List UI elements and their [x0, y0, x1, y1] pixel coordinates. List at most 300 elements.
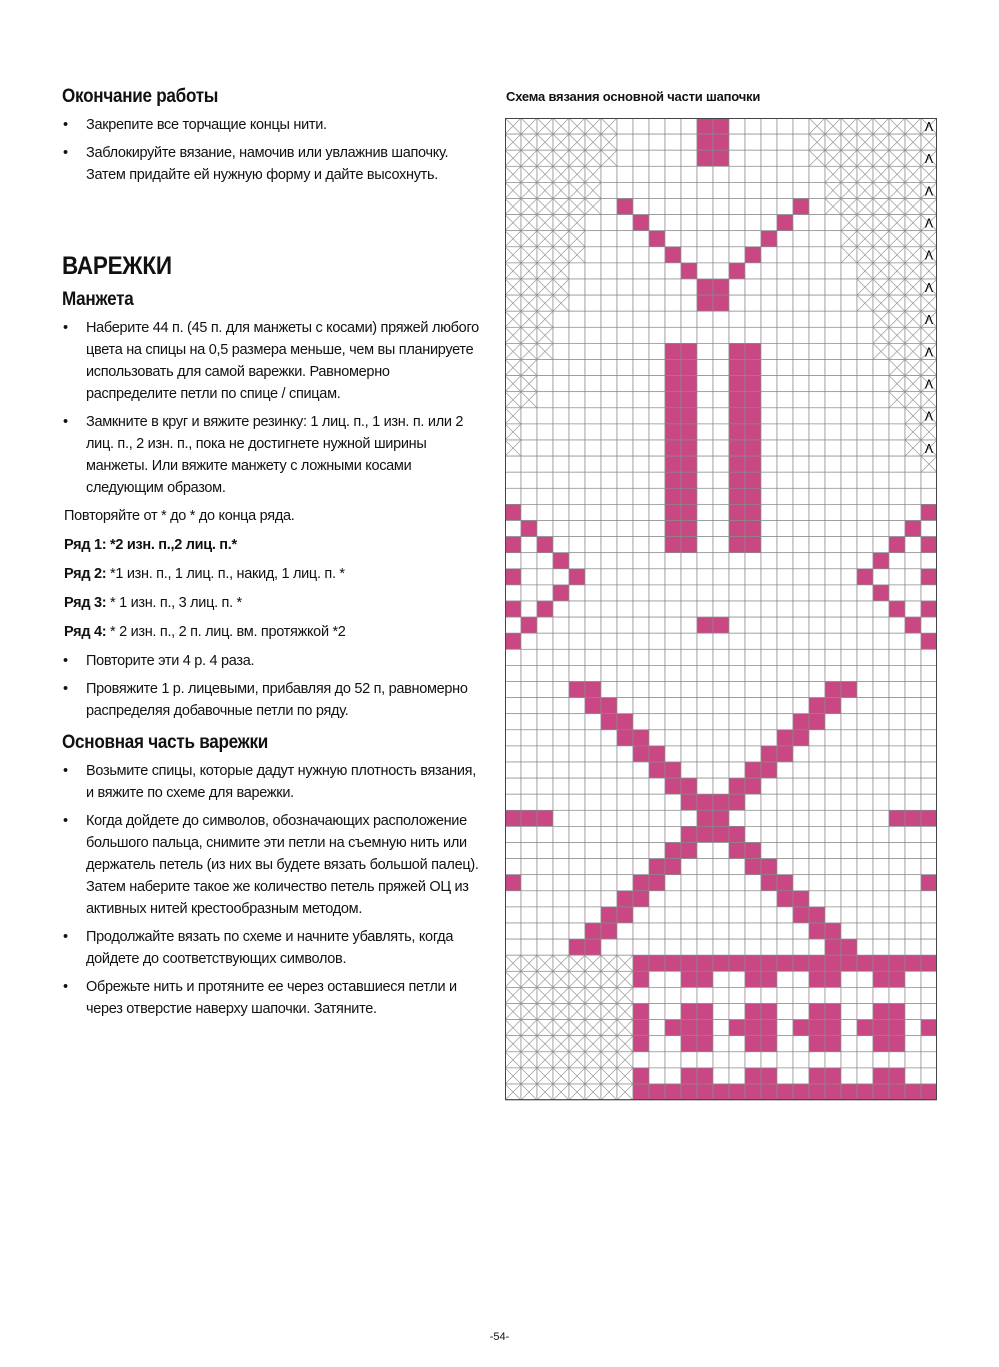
chart-cell-empty — [905, 553, 921, 569]
chart-cell-empty — [825, 987, 841, 1003]
chart-cell-empty — [585, 279, 601, 295]
chart-cell-empty — [793, 810, 809, 826]
chart-cell-empty — [841, 1036, 857, 1052]
chart-cell-empty — [681, 698, 697, 714]
chart-cell-empty — [729, 279, 745, 295]
chart-cell-empty — [889, 472, 905, 488]
chart-cell-color — [681, 1004, 697, 1020]
chart-cell-color — [841, 939, 857, 955]
chart-cell-color — [665, 247, 681, 263]
chart-cell-empty — [905, 569, 921, 585]
chart-cell-empty — [569, 907, 585, 923]
chart-cell-empty — [777, 199, 793, 215]
chart-cell-empty — [665, 649, 681, 665]
chart-cell-empty — [617, 118, 633, 134]
chart-cell-color — [745, 762, 761, 778]
chart-cell-empty — [697, 987, 713, 1003]
chart-cell-empty — [553, 682, 569, 698]
chart-cell-empty — [585, 376, 601, 392]
chart-cell-color — [745, 392, 761, 408]
chart-cell-empty — [617, 553, 633, 569]
chart-cell-empty — [905, 859, 921, 875]
chart-cell-empty — [777, 826, 793, 842]
chart-cell-empty — [921, 939, 937, 955]
chart-cell-empty — [569, 891, 585, 907]
chart-cell-empty — [585, 488, 601, 504]
chart-cell-empty — [825, 633, 841, 649]
chart-cell-empty — [857, 907, 873, 923]
chart-cell-empty — [569, 649, 585, 665]
chart-cell-empty — [873, 875, 889, 891]
chart-cell-color — [761, 1036, 777, 1052]
chart-cell-empty — [809, 601, 825, 617]
chart-cell-color — [633, 875, 649, 891]
chart-cell-empty — [713, 376, 729, 392]
chart-cell-empty — [521, 504, 537, 520]
chart-cell-empty — [857, 504, 873, 520]
chart-cell-empty — [713, 488, 729, 504]
chart-cell-empty — [793, 843, 809, 859]
chart-cell-empty — [697, 698, 713, 714]
chart-cell-empty — [601, 504, 617, 520]
chart-cell-empty — [649, 263, 665, 279]
chart-cell-color — [713, 150, 729, 166]
chart-cell-color — [745, 843, 761, 859]
chart-cell-empty — [601, 939, 617, 955]
chart-cell-empty — [873, 730, 889, 746]
list-item: • Замкните в круг и вяжите резинку: 1 лиц. п., 1 изн. п. или 2 лиц. п., 2 изн. п., пока не достигнете нужной ширины манжеты. Или вяжите манжету с ложными косами следующим образом. — [62, 411, 482, 499]
chart-cell-empty — [809, 376, 825, 392]
chart-cell-color — [505, 504, 521, 520]
chart-cell-empty — [505, 923, 521, 939]
chart-cell-empty — [825, 730, 841, 746]
chart-cell-empty — [649, 826, 665, 842]
chart-cell-color — [681, 343, 697, 359]
chart-cell-empty — [889, 794, 905, 810]
chart-cell-empty — [729, 327, 745, 343]
chart-cell-empty — [665, 1036, 681, 1052]
chart-cell-empty — [809, 778, 825, 794]
chart-cell-empty — [745, 263, 761, 279]
chart-cell-empty — [681, 665, 697, 681]
list-item: • Наберите 44 п. (45 п. для манжеты с косами) пряжей любого цвета на спицы на 0,5 размера меньше, чем вы планируете использовать для самой варежки. Равномерно распределите петли по спице / спицам. — [62, 317, 482, 405]
chart-cell-empty — [585, 601, 601, 617]
chart-cell-empty — [905, 939, 921, 955]
chart-cell-empty — [857, 859, 873, 875]
chart-cell-empty — [857, 360, 873, 376]
chart-cell-color — [697, 1036, 713, 1052]
chart-cell-empty — [649, 1004, 665, 1020]
chart-cell-empty — [617, 698, 633, 714]
chart-cell-empty — [809, 617, 825, 633]
chart-cell-empty — [617, 311, 633, 327]
chart-cell-empty — [809, 488, 825, 504]
decrease-symbol: Λ — [924, 377, 934, 392]
chart-cell-empty — [825, 859, 841, 875]
chart-cell-empty — [809, 730, 825, 746]
chart-cell-empty — [505, 649, 521, 665]
chart-cell-empty — [633, 311, 649, 327]
chart-cell-empty — [793, 295, 809, 311]
chart-cell-empty — [841, 488, 857, 504]
chart-cell-empty — [713, 987, 729, 1003]
chart-cell-empty — [601, 247, 617, 263]
chart-cell-empty — [777, 1004, 793, 1020]
chart-cell-empty — [745, 295, 761, 311]
chart-cell-color — [649, 762, 665, 778]
chart-cell-empty — [665, 923, 681, 939]
chart-cell-empty — [585, 569, 601, 585]
chart-cell-empty — [777, 1036, 793, 1052]
chart-cell-color — [537, 601, 553, 617]
chart-cell-empty — [729, 166, 745, 182]
list-item: • Повторите эти 4 р. 4 раза. — [62, 650, 482, 672]
chart-cell-color — [729, 778, 745, 794]
chart-cell-empty — [793, 617, 809, 633]
chart-cell-empty — [857, 553, 873, 569]
chart-cell-empty — [633, 376, 649, 392]
chart-cell-empty — [601, 343, 617, 359]
chart-cell-empty — [537, 907, 553, 923]
chart-cell-color — [793, 891, 809, 907]
chart-cell-empty — [905, 730, 921, 746]
chart-cell-color — [617, 714, 633, 730]
chart-cell-empty — [633, 859, 649, 875]
chart-cell-empty — [649, 730, 665, 746]
chart-cell-empty — [793, 875, 809, 891]
chart-cell-empty — [841, 1020, 857, 1036]
chart-cell-empty — [809, 279, 825, 295]
chart-cell-color — [809, 698, 825, 714]
chart-cell-color — [681, 1068, 697, 1084]
chart-cell-empty — [537, 665, 553, 681]
chart-cell-empty — [569, 826, 585, 842]
chart-cell-color — [825, 682, 841, 698]
chart-cell-empty — [681, 182, 697, 198]
chart-cell-color — [873, 1036, 889, 1052]
chart-cell-empty — [649, 456, 665, 472]
chart-cell-empty — [601, 440, 617, 456]
chart-cell-empty — [585, 826, 601, 842]
chart-cell-empty — [713, 875, 729, 891]
chart-cell-empty — [649, 923, 665, 939]
chart-cell-empty — [873, 424, 889, 440]
chart-cell-color — [761, 875, 777, 891]
chart-cell-empty — [649, 553, 665, 569]
chart-cell-empty — [633, 682, 649, 698]
chart-cell-empty — [601, 810, 617, 826]
chart-cell-empty — [793, 392, 809, 408]
chart-cell-empty — [745, 649, 761, 665]
chart-cell-color — [889, 810, 905, 826]
chart-cell-empty — [569, 279, 585, 295]
chart-cell-color — [729, 794, 745, 810]
chart-cell-empty — [793, 569, 809, 585]
chart-cell-empty — [505, 456, 521, 472]
chart-cell-color — [921, 955, 937, 971]
chart-cell-empty — [745, 327, 761, 343]
chart-cell-empty — [665, 118, 681, 134]
chart-cell-color — [697, 279, 713, 295]
chart-cell-empty — [793, 118, 809, 134]
chart-cell-color — [681, 392, 697, 408]
chart-cell-empty — [617, 424, 633, 440]
chart-cell-empty — [585, 746, 601, 762]
chart-cell-empty — [537, 794, 553, 810]
row-text: *2 изн. п.,2 лиц. п.* — [106, 537, 237, 553]
chart-cell-empty — [905, 762, 921, 778]
chart-cell-color — [681, 778, 697, 794]
chart-cell-color — [681, 456, 697, 472]
chart-cell-empty — [697, 665, 713, 681]
chart-cell-empty — [873, 714, 889, 730]
chart-cell-empty — [873, 537, 889, 553]
chart-cell-color — [809, 1020, 825, 1036]
chart-cell-empty — [921, 891, 937, 907]
chart-cell-color — [873, 585, 889, 601]
cuff-heading: Манжета — [62, 289, 134, 310]
chart-cell-empty — [649, 649, 665, 665]
chart-cell-empty — [521, 633, 537, 649]
chart-cell-empty — [841, 311, 857, 327]
chart-cell-color — [793, 714, 809, 730]
chart-cell-empty — [905, 1052, 921, 1068]
chart-cell-empty — [697, 859, 713, 875]
chart-cell-color — [505, 633, 521, 649]
chart-cell-empty — [649, 327, 665, 343]
chart-cell-empty — [569, 504, 585, 520]
chart-cell-empty — [617, 327, 633, 343]
chart-cell-empty — [649, 939, 665, 955]
chart-cell-empty — [665, 907, 681, 923]
row-text: * 2 изн. п., 2 п. лиц. вм. протяжкой *2 — [106, 624, 346, 640]
chart-cell-empty — [857, 843, 873, 859]
row-text: * 1 изн. п., 3 лиц. п. * — [106, 595, 242, 611]
chart-cell-empty — [809, 247, 825, 263]
chart-cell-empty — [569, 762, 585, 778]
chart-cell-empty — [777, 859, 793, 875]
chart-cell-empty — [921, 971, 937, 987]
row-label: Ряд 3: — [64, 595, 107, 611]
chart-cell-color — [569, 682, 585, 698]
chart-cell-empty — [809, 810, 825, 826]
chart-cell-empty — [601, 794, 617, 810]
chart-cell-color — [809, 714, 825, 730]
chart-cell-empty — [889, 843, 905, 859]
chart-cell-empty — [857, 585, 873, 601]
chart-cell-empty — [841, 424, 857, 440]
chart-cell-color — [697, 295, 713, 311]
chart-cell-empty — [585, 730, 601, 746]
decrease-symbol: Λ — [924, 345, 934, 360]
chart-cell-color — [681, 794, 697, 810]
chart-cell-empty — [505, 794, 521, 810]
chart-cell-empty — [761, 440, 777, 456]
chart-cell-empty — [809, 263, 825, 279]
chart-cell-empty — [713, 215, 729, 231]
chart-cell-empty — [793, 521, 809, 537]
chart-cell-empty — [601, 424, 617, 440]
chart-cell-empty — [777, 714, 793, 730]
chart-cell-empty — [809, 665, 825, 681]
chart-cell-empty — [617, 504, 633, 520]
chart-cell-empty — [857, 456, 873, 472]
chart-cell-empty — [713, 199, 729, 215]
cuff-list-2 — [62, 650, 482, 722]
chart-cell-empty — [505, 859, 521, 875]
chart-cell-color — [761, 1068, 777, 1084]
chart-cell-empty — [537, 488, 553, 504]
chart-cell-empty — [633, 118, 649, 134]
chart-cell-empty — [921, 730, 937, 746]
chart-cell-empty — [553, 311, 569, 327]
chart-cell-empty — [889, 521, 905, 537]
chart-cell-empty — [537, 649, 553, 665]
chart-cell-empty — [921, 585, 937, 601]
chart-cell-empty — [537, 521, 553, 537]
chart-cell-empty — [857, 810, 873, 826]
chart-cell-empty — [889, 826, 905, 842]
chart-cell-color — [697, 955, 713, 971]
chart-cell-color — [697, 1084, 713, 1100]
chart-cell-empty — [601, 537, 617, 553]
chart-cell-empty — [697, 327, 713, 343]
chart-cell-empty — [713, 166, 729, 182]
chart-cell-color — [729, 456, 745, 472]
chart-cell-color — [713, 826, 729, 842]
chart-cell-empty — [569, 311, 585, 327]
chart-cell-empty — [761, 504, 777, 520]
chart-cell-empty — [889, 891, 905, 907]
chart-cell-empty — [505, 472, 521, 488]
chart-cell-empty — [793, 971, 809, 987]
chart-cell-empty — [681, 633, 697, 649]
chart-cell-empty — [761, 778, 777, 794]
chart-cell-empty — [617, 279, 633, 295]
chart-cell-color — [841, 682, 857, 698]
chart-cell-empty — [809, 521, 825, 537]
chart-cell-empty — [649, 617, 665, 633]
chart-cell-empty — [665, 263, 681, 279]
chart-cell-empty — [521, 537, 537, 553]
chart-cell-empty — [777, 601, 793, 617]
chart-cell-color — [569, 939, 585, 955]
chart-cell-empty — [633, 923, 649, 939]
decrease-symbol: Λ — [924, 184, 934, 199]
chart-cell-empty — [793, 1036, 809, 1052]
chart-cell-empty — [633, 939, 649, 955]
chart-cell-empty — [697, 521, 713, 537]
chart-cell-color — [745, 456, 761, 472]
chart-cell-empty — [729, 553, 745, 569]
chart-cell-empty — [585, 585, 601, 601]
chart-cell-empty — [521, 682, 537, 698]
chart-cell-empty — [761, 617, 777, 633]
chart-cell-empty — [569, 295, 585, 311]
chart-cell-color — [777, 215, 793, 231]
chart-cell-empty — [585, 215, 601, 231]
chart-cell-empty — [665, 633, 681, 649]
chart-cell-color — [633, 1068, 649, 1084]
chart-cell-empty — [793, 150, 809, 166]
chart-cell-empty — [585, 231, 601, 247]
chart-cell-empty — [873, 1052, 889, 1068]
chart-cell-empty — [601, 521, 617, 537]
chart-cell-empty — [729, 617, 745, 633]
chart-cell-empty — [569, 360, 585, 376]
chart-cell-empty — [761, 343, 777, 359]
chart-cell-empty — [713, 424, 729, 440]
chart-cell-color — [649, 231, 665, 247]
chart-cell-empty — [889, 714, 905, 730]
chart-cell-empty — [505, 698, 521, 714]
chart-cell-empty — [585, 891, 601, 907]
chart-cell-empty — [857, 521, 873, 537]
chart-cell-empty — [521, 891, 537, 907]
chart-cell-color — [745, 955, 761, 971]
chart-cell-empty — [617, 762, 633, 778]
chart-cell-empty — [713, 537, 729, 553]
chart-cell-empty — [585, 553, 601, 569]
chart-cell-color — [729, 843, 745, 859]
chart-cell-empty — [681, 118, 697, 134]
chart-cell-empty — [505, 843, 521, 859]
chart-cell-empty — [553, 456, 569, 472]
chart-cell-empty — [713, 231, 729, 247]
chart-cell-color — [697, 826, 713, 842]
chart-cell-empty — [793, 247, 809, 263]
chart-cell-empty — [553, 746, 569, 762]
chart-cell-color — [777, 1084, 793, 1100]
chart-cell-empty — [761, 118, 777, 134]
chart-cell-empty — [697, 263, 713, 279]
chart-cell-empty — [745, 746, 761, 762]
chart-cell-empty — [665, 682, 681, 698]
chart-cell-empty — [793, 504, 809, 520]
chart-cell-empty — [505, 488, 521, 504]
chart-cell-empty — [825, 714, 841, 730]
chart-cell-color — [729, 343, 745, 359]
chart-cell-empty — [569, 456, 585, 472]
chart-cell-empty — [537, 891, 553, 907]
chart-cell-empty — [681, 714, 697, 730]
chart-cell-color — [665, 360, 681, 376]
chart-cell-empty — [633, 182, 649, 198]
chart-cell-empty — [601, 376, 617, 392]
chart-cell-empty — [569, 553, 585, 569]
chart-cell-empty — [649, 488, 665, 504]
repeat-note: Повторяйте от * до * до конца ряда. — [64, 508, 295, 524]
chart-cell-empty — [777, 392, 793, 408]
chart-cell-empty — [697, 488, 713, 504]
chart-cell-color — [761, 1084, 777, 1100]
chart-cell-empty — [633, 279, 649, 295]
chart-cell-empty — [857, 392, 873, 408]
chart-cell-color — [745, 504, 761, 520]
chart-cell-empty — [697, 537, 713, 553]
chart-cell-empty — [921, 859, 937, 875]
chart-cell-empty — [553, 875, 569, 891]
chart-cell-empty — [793, 166, 809, 182]
chart-cell-color — [809, 1004, 825, 1020]
chart-cell-empty — [521, 585, 537, 601]
chart-cell-empty — [841, 665, 857, 681]
chart-cell-empty — [873, 601, 889, 617]
chart-cell-empty — [873, 794, 889, 810]
chart-cell-color — [633, 971, 649, 987]
chart-cell-empty — [537, 617, 553, 633]
chart-cell-empty — [553, 665, 569, 681]
